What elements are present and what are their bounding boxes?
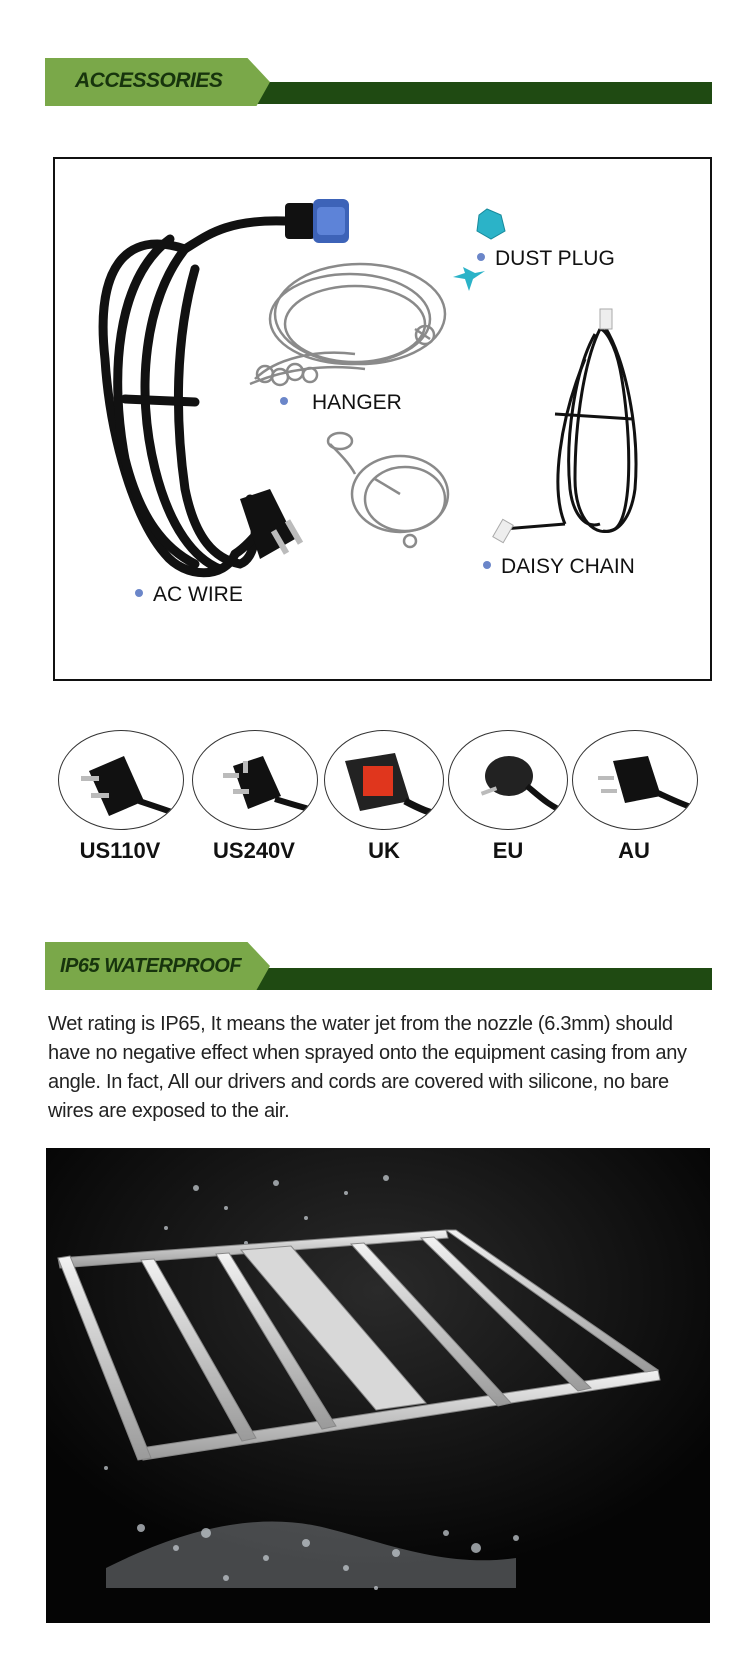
accessories-banner-title: ACCESSORIES: [75, 69, 223, 92]
waterproof-banner-bar: [228, 968, 712, 990]
eu-plug-icon: [449, 731, 567, 829]
plug-label-eu: EU: [492, 838, 524, 863]
plug-label-us110v: US110V: [79, 838, 161, 863]
uk-plug-icon: [325, 731, 443, 829]
grow-light-fixture-image: [46, 1148, 710, 1623]
dust-plug-label: DUST PLUG: [477, 247, 615, 271]
plug-au-image: [572, 730, 698, 830]
plug-us240v-image: [192, 730, 318, 830]
plug-label-au: AU: [618, 838, 650, 863]
waterproof-banner-title: IP65 WATERPROOF: [60, 955, 242, 977]
plug-label-uk: UK: [368, 838, 400, 863]
au-plug-icon: [573, 731, 697, 829]
hanger-label: HANGER: [280, 391, 402, 415]
us110v-plug-icon: [59, 731, 183, 829]
accessories-banner-bar: [228, 82, 712, 104]
us240v-plug-icon: [193, 731, 317, 829]
bullet-icon: [280, 397, 288, 405]
plug-label-us240v: US240V: [213, 838, 295, 863]
plug-uk-image: [324, 730, 444, 830]
waterproof-product-photo: [46, 1148, 710, 1623]
hanger-image: [250, 264, 445, 385]
plug-us110v-image: [58, 730, 184, 830]
accessories-box: [53, 157, 712, 681]
hanger-lower-image: [328, 433, 448, 547]
daisy-chain-image: [503, 324, 636, 532]
bullet-icon: [483, 561, 491, 569]
waterproof-description: Wet rating is IP65, It means the water jet from the nozzle (6.3mm) should have no negative effect when sprayed onto the equipment casing from any angle. In fact, All our drivers and cords are covered with silicone, no bare wires are exposed to the air.: [48, 1013, 687, 1122]
plug-eu-image: [448, 730, 568, 830]
ac-wire-label: AC WIRE: [135, 583, 243, 607]
bullet-icon: [135, 589, 143, 597]
daisy-chain-label: DAISY CHAIN: [483, 555, 635, 579]
ac-wire-connector: [285, 203, 315, 239]
bullet-icon: [477, 253, 485, 261]
